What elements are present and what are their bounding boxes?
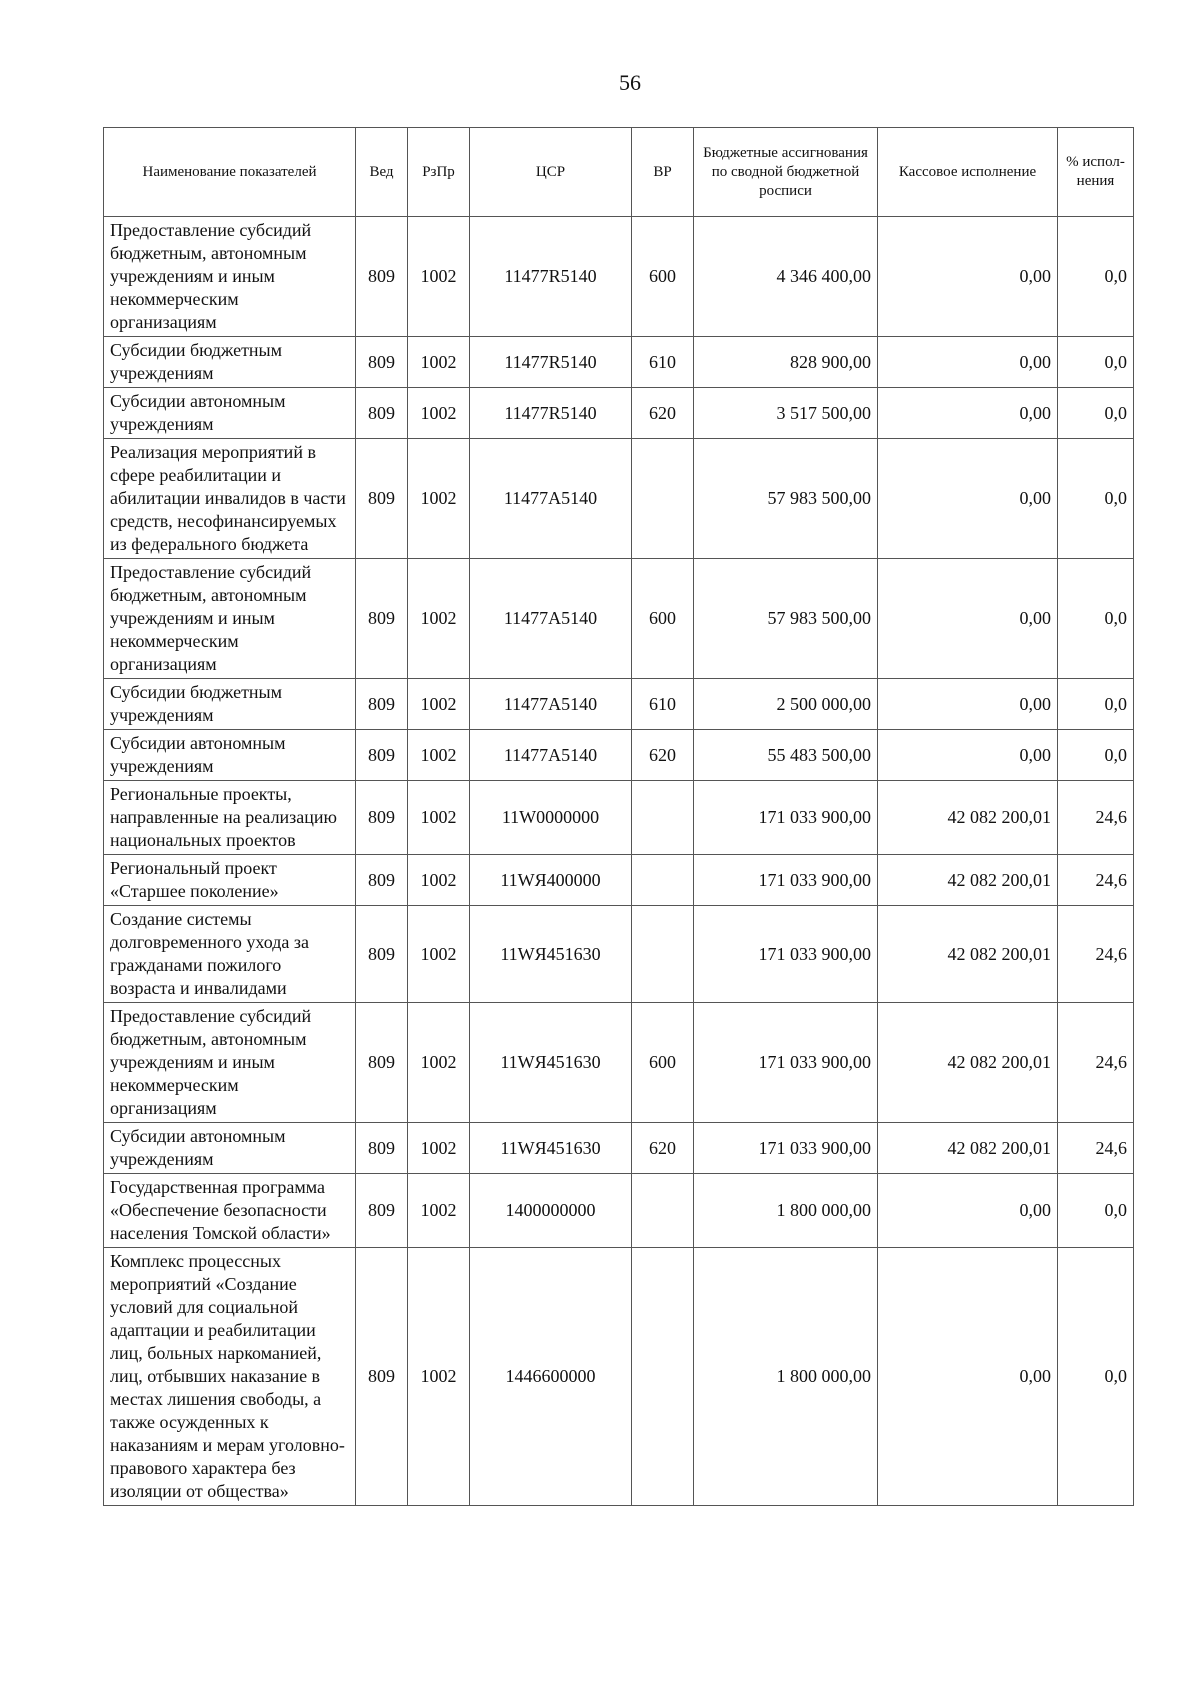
cell-cash: 0,00 — [878, 559, 1058, 679]
cell-percent: 0,0 — [1058, 730, 1134, 781]
cell-csr: 11477A5140 — [470, 679, 632, 730]
cell-vr: 600 — [632, 217, 694, 337]
header-percent: % испол-нения — [1058, 128, 1134, 217]
cell-ved: 809 — [356, 559, 408, 679]
header-ved: Вед — [356, 128, 408, 217]
cell-budget: 57 983 500,00 — [694, 559, 878, 679]
cell-percent: 24,6 — [1058, 781, 1134, 855]
cell-vr — [632, 1174, 694, 1248]
cell-ved: 809 — [356, 906, 408, 1003]
cell-percent: 24,6 — [1058, 1123, 1134, 1174]
cell-csr: 11WЯ451630 — [470, 1123, 632, 1174]
cell-budget: 171 033 900,00 — [694, 1003, 878, 1123]
cell-cash: 0,00 — [878, 337, 1058, 388]
cell-name: Комплекс процессных мероприятий «Создание условий для социальной адаптации и реабилитации лиц, больных наркоманией, лиц, отбывших наказание в местах лишения свободы, а также осужденных к наказаниям и мерам уголовно-правового характера без изоляции от общества» — [104, 1248, 356, 1506]
table-header-row — [104, 128, 1134, 217]
cell-cash: 42 082 200,01 — [878, 781, 1058, 855]
cell-csr: 11WЯ451630 — [470, 906, 632, 1003]
cell-vr: 620 — [632, 388, 694, 439]
cell-percent: 24,6 — [1058, 906, 1134, 1003]
cell-name: Региональные проекты, направленные на реализацию национальных проектов — [104, 781, 356, 855]
table-body — [104, 217, 1134, 1506]
cell-vr — [632, 855, 694, 906]
cell-ved: 809 — [356, 388, 408, 439]
cell-name: Субсидии автономным учреждениям — [104, 388, 356, 439]
cell-budget: 1 800 000,00 — [694, 1174, 878, 1248]
cell-ved: 809 — [356, 439, 408, 559]
cell-csr: 11477R5140 — [470, 337, 632, 388]
cell-rzpr: 1002 — [408, 439, 470, 559]
cell-csr: 11477R5140 — [470, 217, 632, 337]
cell-csr: 11WЯ400000 — [470, 855, 632, 906]
cell-rzpr: 1002 — [408, 217, 470, 337]
table-row — [104, 217, 1134, 337]
cell-rzpr: 1002 — [408, 388, 470, 439]
cell-budget: 2 500 000,00 — [694, 679, 878, 730]
cell-percent: 0,0 — [1058, 337, 1134, 388]
cell-name: Предоставление субсидий бюджетным, автономным учреждениям и иным некоммерческим организациям — [104, 217, 356, 337]
header-csr: ЦСР — [470, 128, 632, 217]
cell-csr: 11WЯ451630 — [470, 1003, 632, 1123]
cell-name: Предоставление субсидий бюджетным, автономным учреждениям и иным некоммерческим организациям — [104, 1003, 356, 1123]
cell-csr: 1446600000 — [470, 1248, 632, 1506]
cell-budget: 3 517 500,00 — [694, 388, 878, 439]
cell-percent: 0,0 — [1058, 217, 1134, 337]
table-row — [104, 559, 1134, 679]
cell-percent: 0,0 — [1058, 679, 1134, 730]
cell-name: Субсидии автономным учреждениям — [104, 1123, 356, 1174]
cell-ved: 809 — [356, 337, 408, 388]
cell-vr: 610 — [632, 337, 694, 388]
cell-budget: 55 483 500,00 — [694, 730, 878, 781]
cell-name: Субсидии автономным учреждениям — [104, 730, 356, 781]
table-row — [104, 906, 1134, 1003]
cell-budget: 171 033 900,00 — [694, 781, 878, 855]
table-row — [104, 730, 1134, 781]
cell-vr — [632, 906, 694, 1003]
cell-cash: 42 082 200,01 — [878, 1123, 1058, 1174]
cell-vr: 600 — [632, 1003, 694, 1123]
cell-ved: 809 — [356, 1003, 408, 1123]
cell-budget: 57 983 500,00 — [694, 439, 878, 559]
header-cash: Кассовое исполнение — [878, 128, 1058, 217]
cell-name: Субсидии бюджетным учреждениям — [104, 679, 356, 730]
cell-cash: 0,00 — [878, 439, 1058, 559]
cell-rzpr: 1002 — [408, 1123, 470, 1174]
cell-cash: 0,00 — [878, 1174, 1058, 1248]
budget-table — [103, 127, 1134, 1506]
cell-vr — [632, 781, 694, 855]
cell-budget: 171 033 900,00 — [694, 906, 878, 1003]
cell-vr: 620 — [632, 1123, 694, 1174]
cell-ved: 809 — [356, 679, 408, 730]
cell-cash: 0,00 — [878, 1248, 1058, 1506]
table-row — [104, 1248, 1134, 1506]
cell-csr: 11477R5140 — [470, 388, 632, 439]
cell-ved: 809 — [356, 217, 408, 337]
cell-cash: 0,00 — [878, 679, 1058, 730]
header-vr: ВР — [632, 128, 694, 217]
cell-cash: 0,00 — [878, 388, 1058, 439]
cell-csr: 11477A5140 — [470, 559, 632, 679]
cell-csr: 1400000000 — [470, 1174, 632, 1248]
cell-budget: 171 033 900,00 — [694, 1123, 878, 1174]
cell-percent: 0,0 — [1058, 1248, 1134, 1506]
table-row — [104, 337, 1134, 388]
cell-ved: 809 — [356, 730, 408, 781]
table-row — [104, 1003, 1134, 1123]
cell-name: Создание системы долговременного ухода за гражданами пожилого возраста и инвалидами — [104, 906, 356, 1003]
cell-percent: 0,0 — [1058, 1174, 1134, 1248]
cell-csr: 11477A5140 — [470, 439, 632, 559]
cell-budget: 828 900,00 — [694, 337, 878, 388]
table-row — [104, 855, 1134, 906]
cell-rzpr: 1002 — [408, 855, 470, 906]
cell-percent: 0,0 — [1058, 439, 1134, 559]
cell-rzpr: 1002 — [408, 906, 470, 1003]
cell-percent: 0,0 — [1058, 388, 1134, 439]
cell-name: Реализация мероприятий в сфере реабилитации и абилитации инвалидов в части средств, несофинансируемых из федерального бюджета — [104, 439, 356, 559]
table-row — [104, 781, 1134, 855]
cell-ved: 809 — [356, 1123, 408, 1174]
cell-csr: 11477A5140 — [470, 730, 632, 781]
cell-vr: 620 — [632, 730, 694, 781]
cell-cash: 42 082 200,01 — [878, 855, 1058, 906]
cell-rzpr: 1002 — [408, 1003, 470, 1123]
cell-budget: 1 800 000,00 — [694, 1248, 878, 1506]
page-number: 56 — [619, 70, 641, 95]
cell-cash: 0,00 — [878, 730, 1058, 781]
cell-budget: 171 033 900,00 — [694, 855, 878, 906]
cell-cash: 42 082 200,01 — [878, 1003, 1058, 1123]
cell-ved: 809 — [356, 1174, 408, 1248]
cell-vr — [632, 1248, 694, 1506]
cell-ved: 809 — [356, 781, 408, 855]
cell-rzpr: 1002 — [408, 730, 470, 781]
cell-vr — [632, 439, 694, 559]
cell-cash: 0,00 — [878, 217, 1058, 337]
cell-name: Предоставление субсидий бюджетным, автономным учреждениям и иным некоммерческим организациям — [104, 559, 356, 679]
cell-percent: 24,6 — [1058, 855, 1134, 906]
cell-budget: 4 346 400,00 — [694, 217, 878, 337]
cell-rzpr: 1002 — [408, 337, 470, 388]
header-budget: Бюджетные ассигнования по сводной бюджетной росписи — [694, 128, 878, 217]
cell-rzpr: 1002 — [408, 1248, 470, 1506]
cell-vr: 600 — [632, 559, 694, 679]
cell-ved: 809 — [356, 855, 408, 906]
cell-percent: 0,0 — [1058, 559, 1134, 679]
header-name: Наименование показателей — [104, 128, 356, 217]
cell-csr: 11W0000000 — [470, 781, 632, 855]
cell-rzpr: 1002 — [408, 781, 470, 855]
cell-name: Субсидии бюджетным учреждениям — [104, 337, 356, 388]
cell-cash: 42 082 200,01 — [878, 906, 1058, 1003]
cell-percent: 24,6 — [1058, 1003, 1134, 1123]
table-row — [104, 439, 1134, 559]
table-row — [104, 679, 1134, 730]
cell-name: Государственная программа «Обеспечение безопасности населения Томской области» — [104, 1174, 356, 1248]
table-row — [104, 388, 1134, 439]
cell-name: Региональный проект «Старшее поколение» — [104, 855, 356, 906]
cell-vr: 610 — [632, 679, 694, 730]
table-row — [104, 1123, 1134, 1174]
cell-ved: 809 — [356, 1248, 408, 1506]
table-row — [104, 1174, 1134, 1248]
cell-rzpr: 1002 — [408, 1174, 470, 1248]
cell-rzpr: 1002 — [408, 679, 470, 730]
header-rzpr: РзПр — [408, 128, 470, 217]
cell-rzpr: 1002 — [408, 559, 470, 679]
